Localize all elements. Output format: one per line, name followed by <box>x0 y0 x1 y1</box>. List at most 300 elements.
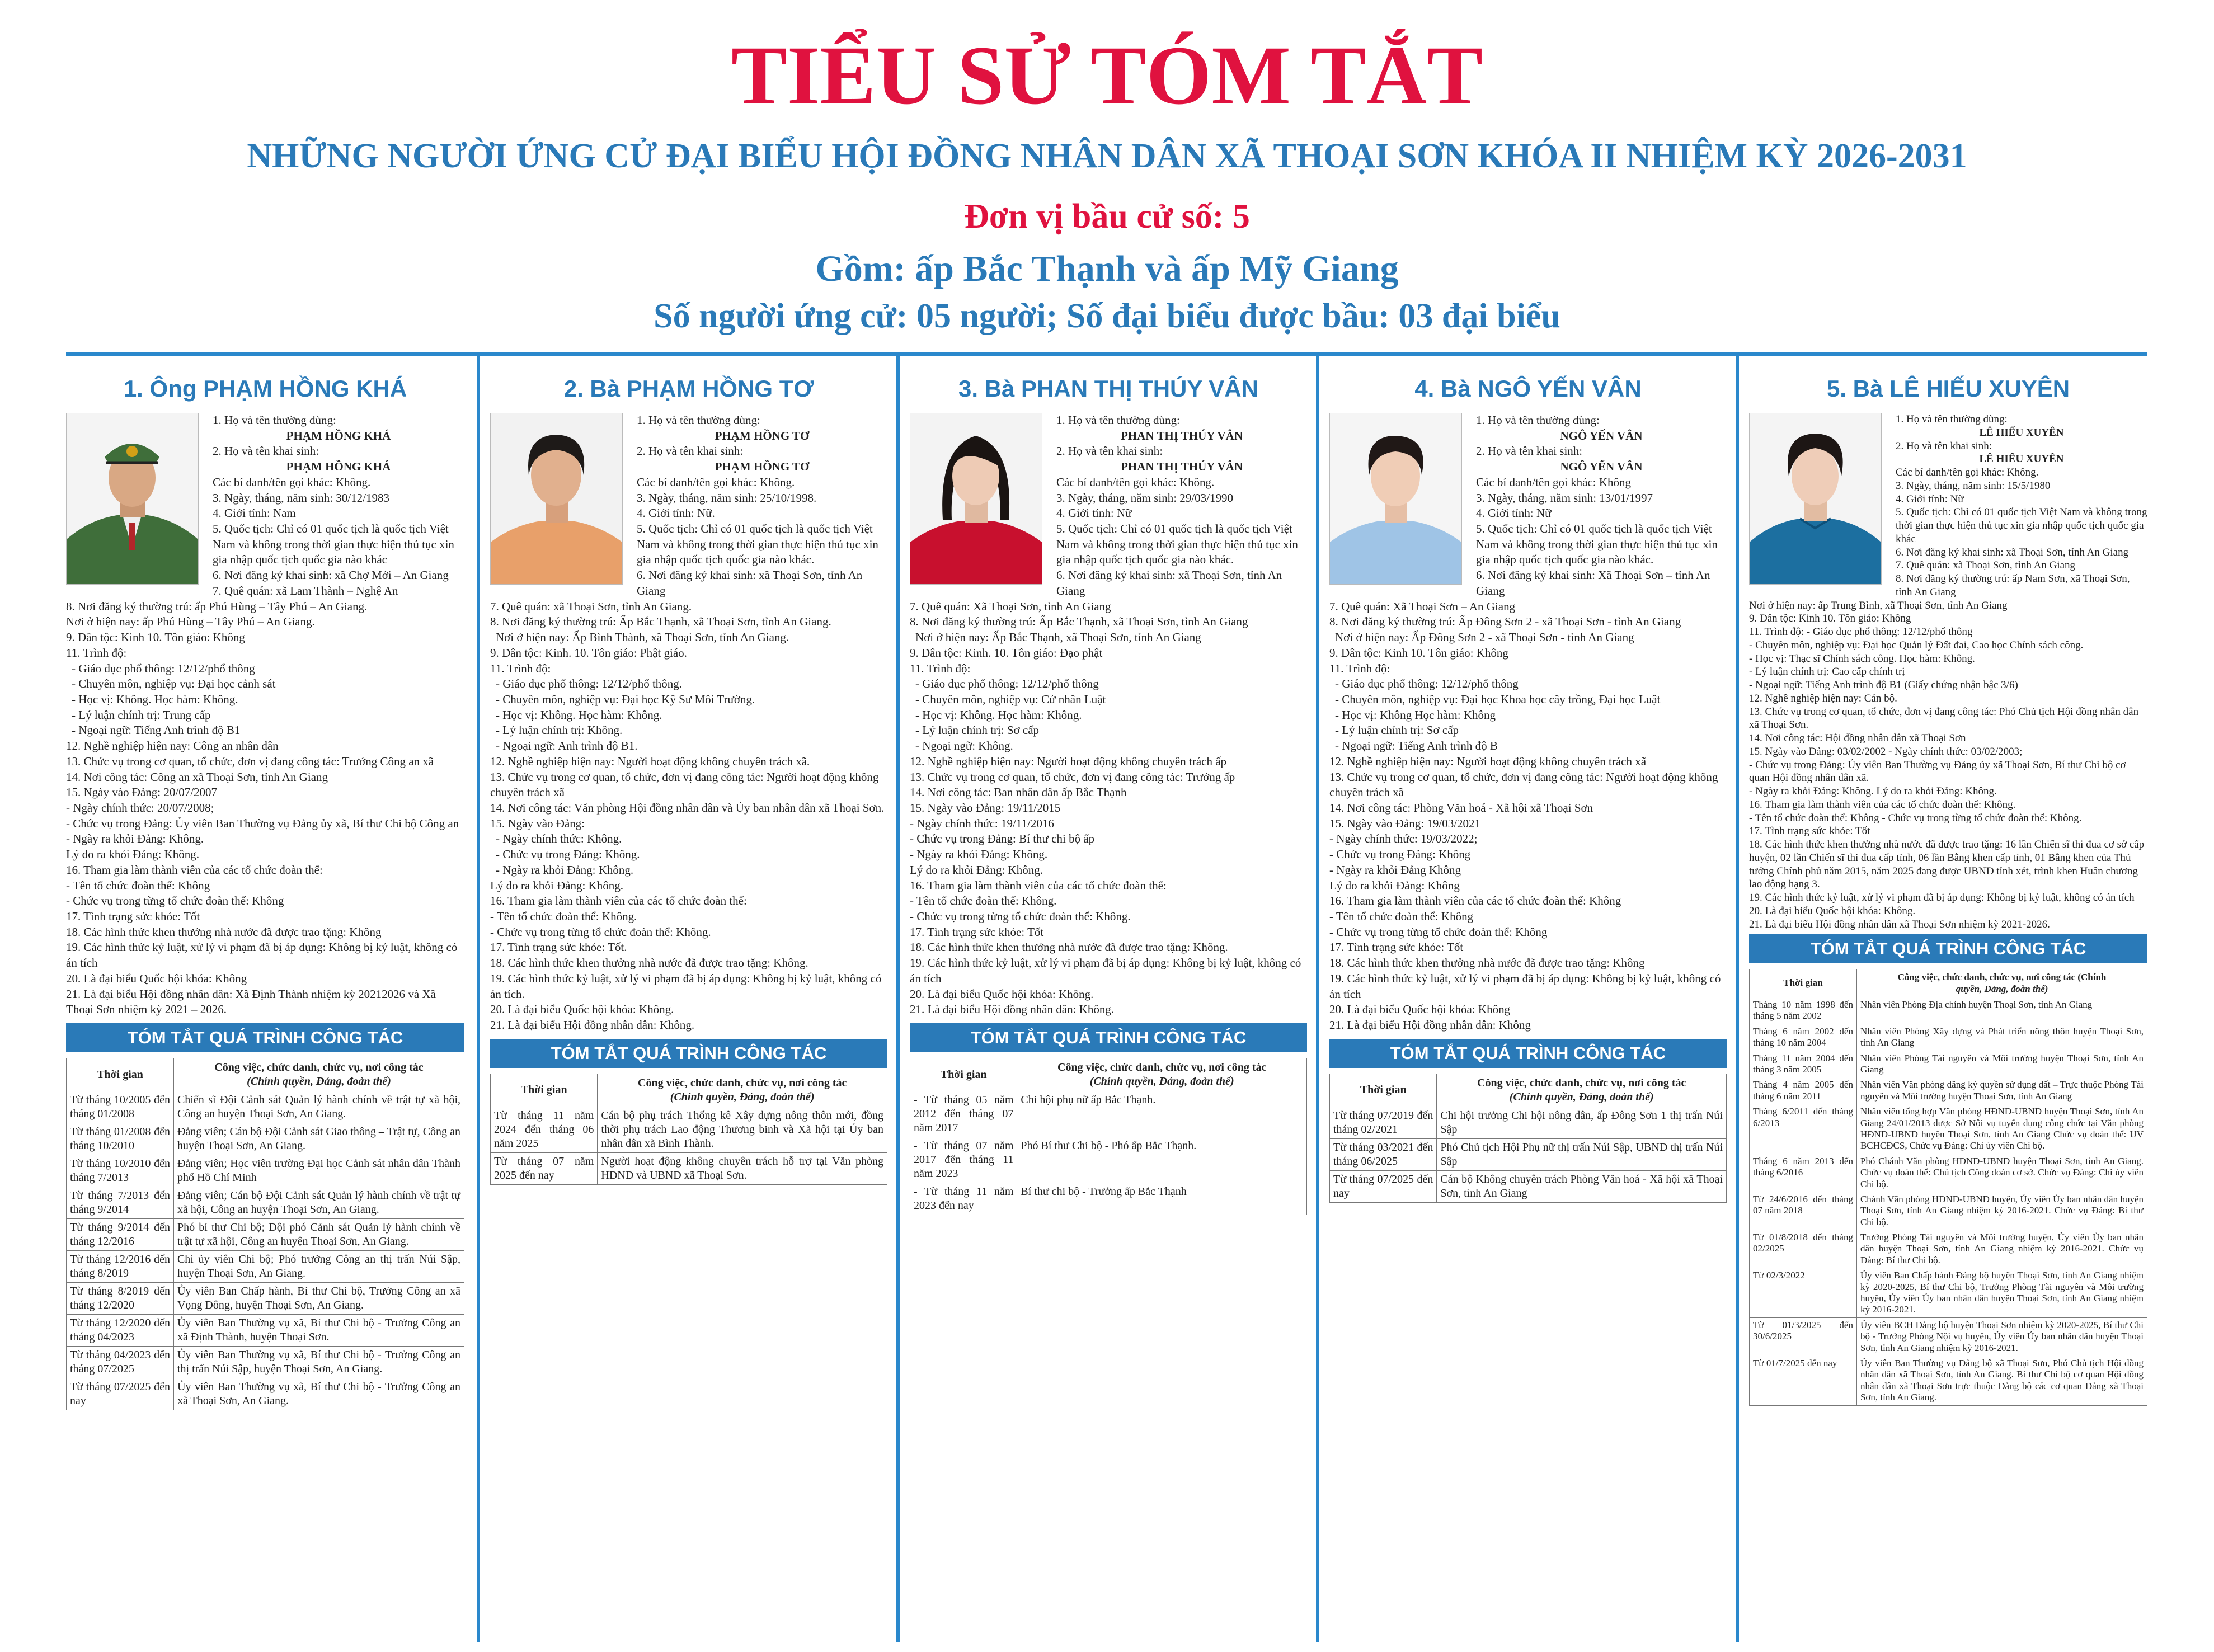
table-row <box>1750 1077 2147 1104</box>
table-row <box>1750 1154 2147 1192</box>
bio-line: 6. Nơi đăng ký khai sinh: xã Thoại Sơn, tỉnh An Giang <box>1056 568 1282 597</box>
bio-line: 6. Nơi đăng ký khai sinh: Xã Thoại Sơn – tỉnh An Giang <box>1476 568 1710 597</box>
bio-line: - Chuyên môn, nghiệp vụ: Đại học cảnh sát <box>72 677 276 691</box>
job-header-note: (Chính quyền, Đảng, đoàn thể) <box>1089 1075 1234 1088</box>
time-cell: Từ 24/6/2016 đến tháng 07 năm 2018 <box>1750 1192 1857 1230</box>
candidate-bio <box>1749 413 2147 931</box>
bio-line: - Ngày chính thức: 19/03/2022; <box>1329 832 1478 846</box>
bio-line: Lý do ra khỏi Đảng: Không. <box>66 848 199 862</box>
work-history-banner: TÓM TẮT QUÁ TRÌNH CÔNG TÁC <box>490 1039 887 1068</box>
bio-line: 8. Nơi đăng ký thường trú: ấp Phú Hùng – Tây Phú – An Giang. <box>66 599 368 613</box>
bio-line: 20. Là đại biểu Quốc hội khóa: Không. <box>1749 905 1916 917</box>
bio-line: - Ngày ra khỏi Đảng: Không. <box>66 832 204 846</box>
candidate-photo <box>1329 413 1462 585</box>
job-cell: Đảng viên; Cán bộ Đội Cảnh sát Giao thông – Trật tự, Công an huyện Thoại Sơn, An Giang. <box>173 1123 464 1155</box>
table-row <box>1750 1024 2147 1051</box>
candidate-name: NGÔ YẾN VÂN <box>1560 429 1643 443</box>
bio-line: 17. Tình trạng sức khỏe: Tốt. <box>490 940 627 954</box>
table-row <box>1750 997 2147 1024</box>
work-history-banner: TÓM TẮT QUÁ TRÌNH CÔNG TÁC <box>1749 934 2147 963</box>
bio-line: 9. Dân tộc: Kinh. 10. Tôn giáo: Phật giáo. <box>490 646 687 660</box>
bio-line: 1. Họ và tên thường dùng: <box>637 413 760 427</box>
candidate-name: LÊ HIẾU XUYÊN <box>1979 426 2064 439</box>
bio-line: 6. Nơi đăng ký khai sinh: xã Thoại Sơn, tỉnh An Giang <box>637 568 863 597</box>
bio-line: 15. Ngày vào Đảng: <box>490 816 585 830</box>
bio-line: - Lý luận chính trị: Sơ cấp <box>1335 723 1459 737</box>
bio-line: - Ngày chính thức: 19/11/2016 <box>910 816 1054 830</box>
candidate-bio <box>66 413 464 1018</box>
time-cell: Từ tháng 9/2014 đến tháng 12/2016 <box>67 1219 174 1251</box>
bio-line: - Học vị: Thạc sĩ Chính sách công. Học hàm: Không. <box>1749 652 1975 665</box>
bio-line: - Tên tổ chức đoàn thể: Không <box>1329 910 1474 923</box>
time-cell: Từ tháng 07/2019 đến tháng 02/2021 <box>1330 1107 1437 1138</box>
bio-line: 7. Quê quán: Xã Thoại Sơn, tỉnh An Giang <box>910 599 1111 613</box>
job-column-header <box>1856 969 2147 997</box>
bio-line: 3. Ngày, tháng, năm sinh: 29/03/1990 <box>1056 491 1233 505</box>
bio-line: 5. Quốc tịch: Chỉ có 01 quốc tịch là quốc tịch Việt Nam và không trong thời gian thực hiện thủ tục xin gia nhập quốc tịch quốc gia nào khác. <box>637 522 878 567</box>
document-title: TIỂU SỬ TÓM TẮT <box>731 29 1483 122</box>
bio-line: - Học vị: Không. Học hàm: Không. <box>72 692 238 706</box>
bio-line: 18. Các hình thức khen thưởng nhà nước đã được trao tặng: Không <box>66 925 382 939</box>
bio-line: - Ngày ra khỏi Đảng Không <box>1329 863 1461 877</box>
bio-line: Các bí danh/tên gọi khác: Không. <box>637 475 795 489</box>
bio-line: - Chức vụ trong từng tổ chức đoàn thể: Không <box>66 894 284 908</box>
work-history-banner: TÓM TẮT QUÁ TRÌNH CÔNG TÁC <box>1329 1039 1727 1068</box>
bio-line: 20. Là đại biểu Quốc hội khóa: Không. <box>490 1003 674 1016</box>
bio-line: 5. Quốc tịch: Chỉ có 01 quốc tịch Việt Nam và không trong thời gian thực hiện thủ tục xin gia nhập quốc tịch quốc gia khác <box>1896 506 2147 545</box>
job-column-header <box>173 1058 464 1091</box>
bio-line: - Chuyên môn, nghiệp vụ: Cử nhân Luật <box>915 692 1106 706</box>
time-column-header: Thời gian <box>1330 1074 1437 1107</box>
bio-line: 15. Ngày vào Đảng: 19/03/2021 <box>1329 816 1481 830</box>
bio-line: 21. Là đại biểu Hội đồng nhân dân: Không. <box>910 1003 1115 1016</box>
candidate-name: PHẠM HỒNG TƠ <box>715 460 810 474</box>
bio-line: 18. Các hình thức khen thưởng nhà nước đã được trao tặng: Không. <box>910 940 1228 954</box>
job-cell: Ủy viên BCH Đảng bộ huyện Thoại Sơn nhiệm kỳ 2020-2025, Bí thư Chi bộ - Trưởng Phòng Nội vụ huyện, Ủy viên Ủy ban nhân dân huyện Thoại Sơn, tỉnh An Giang nhiệm kỳ 2016-2021. <box>1856 1317 2147 1356</box>
bio-line: 13. Chức vụ trong cơ quan, tổ chức, đơn vị đang công tác: Phó Chủ tịch Hội đồng nhân dân xã Thoại Sơn. <box>1749 705 2139 731</box>
bio-line: 17. Tình trạng sức khỏe: Tốt <box>1749 825 1870 837</box>
bio-line: 9. Dân tộc: Kinh 10. Tôn giáo: Không <box>1749 613 1911 625</box>
bio-line: 14. Nơi công tác: Văn phòng Hội đồng nhân dân và Ủy ban nhân dân xã Thoại Sơn. <box>490 801 885 815</box>
bio-line: Nơi ở hiện nay: ấp Phú Hùng – Tây Phú – An Giang. <box>66 615 315 629</box>
table-row <box>1750 1104 2147 1154</box>
bio-line: 19. Các hình thức kỷ luật, xử lý vi phạm đã bị áp dụng: Không bị kỷ luật, không có án tích <box>910 956 1301 985</box>
job-cell: Nhân viên Phòng Xây dựng và Phát triển nông thôn huyện Thoại Sơn, tỉnh An Giang <box>1856 1024 2147 1051</box>
table-row <box>67 1251 464 1283</box>
time-cell: Từ tháng 12/2016 đến tháng 8/2019 <box>67 1251 174 1283</box>
table-header-row <box>1330 1074 1727 1107</box>
job-cell: Phó Chánh Văn phòng HĐND-UBND huyện Thoại Sơn, tỉnh An Giang. Chức vụ đoàn thể: Chủ tịch Công đoàn cơ sở. Chức vụ Đảng: Chi ủy viên Chi bộ. <box>1856 1154 2147 1192</box>
bio-line: 11. Trình độ: <box>910 661 971 675</box>
time-cell: Từ tháng 03/2021 đến tháng 06/2025 <box>1330 1138 1437 1170</box>
job-column-header <box>598 1074 887 1107</box>
time-cell: - Từ tháng 11 năm 2023 đến nay <box>910 1183 1017 1215</box>
work-history-table <box>1329 1074 1727 1203</box>
bio-line: 17. Tình trạng sức khỏe: Tốt <box>66 910 200 923</box>
time-cell: Tháng 4 năm 2005 đến tháng 6 năm 2011 <box>1750 1077 1857 1104</box>
bio-line: - Lý luận chính trị: Sơ cấp <box>915 723 1040 737</box>
job-cell: Phó Chủ tịch Hội Phụ nữ thị trấn Núi Sập, UBND thị trấn Núi Sập <box>1437 1138 1727 1170</box>
table-row <box>67 1091 464 1123</box>
bio-line: 20. Là đại biểu Quốc hội khóa: Không <box>1329 1003 1511 1016</box>
table-row <box>67 1378 464 1410</box>
bio-line: - Học vị: Không. Học hàm: Không. <box>915 708 1082 722</box>
job-cell: Chiến sĩ Đội Cảnh sát Quản lý hành chính về trật tự xã hội, Công an huyện Thoại Sơn, An Giang. <box>173 1091 464 1123</box>
bio-line: 18. Các hình thức khen thưởng nhà nước đã được trao tặng: Không <box>1329 956 1645 970</box>
bio-line: Nơi ở hiện nay: Ấp Đông Sơn 2 - xã Thoại Sơn - tỉnh An Giang <box>1335 630 1634 644</box>
bio-line: - Ngoại ngữ: Anh trình độ B1. <box>496 739 638 753</box>
candidate-heading: 3. Bà PHAN THỊ THÚY VÂN <box>958 375 1258 402</box>
time-cell: Từ tháng 8/2019 đến tháng 12/2020 <box>67 1283 174 1315</box>
bio-line: - Giáo dục phổ thông: 12/12/phổ thông <box>1335 677 1519 691</box>
bio-line: - Chuyên môn, nghiệp vụ: Đại học Kỹ Sư Môi Trường. <box>496 692 755 706</box>
bio-line: Các bí danh/tên gọi khác: Không <box>1476 475 1632 489</box>
bio-line: 9. Dân tộc: Kinh 10. Tôn giáo: Không <box>66 630 245 644</box>
bio-line: 16. Tham gia làm thành viên của các tổ chức đoàn thể: Không <box>1329 894 1621 908</box>
bio-line: 3. Ngày, tháng, năm sinh: 30/12/1983 <box>213 491 389 505</box>
job-cell: Bí thư chi bộ - Trưởng ấp Bắc Thạnh <box>1017 1183 1307 1215</box>
document-header <box>0 0 2214 352</box>
job-cell: Cán bộ phụ trách Thống kê Xây dựng nông thôn mới, đồng thời phụ trách Lao động Thương binh và Xã hội tại Ủy ban nhân dân xã Bình Thành. <box>598 1107 887 1152</box>
header-divider <box>66 352 2147 356</box>
candidate-photo <box>66 413 199 585</box>
time-cell: - Từ tháng 07 năm 2017 đến tháng 11 năm 2023 <box>910 1137 1017 1183</box>
bio-line: 14. Nơi công tác: Hội đồng nhân dân xã Thoại Sơn <box>1749 732 1966 744</box>
job-cell: Nhân viên tổng hợp Văn phòng HĐND-UBND huyện Thoại Sơn, tỉnh An Giang 24/01/2013 được Sở Nội vụ tuyển dụng công chức tại Văn phòng HĐND-UBND huyện Thoại Sơn, tỉnh An Giang Chức vụ đoàn thể: UV BCHCĐCS, Chức vụ Đảng: Chi ủy viên Chi bộ. <box>1856 1104 2147 1154</box>
bio-line: 13. Chức vụ trong cơ quan, tổ chức, đơn vị đang công tác: Trưởng Công an xã <box>66 754 434 768</box>
bio-line: - Ngoại ngữ: Tiếng Anh trình độ B <box>1335 739 1498 753</box>
job-cell: Ủy viên Ban Chấp hành Đảng bộ huyện Thoại Sơn, tỉnh An Giang nhiệm kỳ 2020-2025, Bí thư Chi bộ, Trưởng Phòng Tài nguyên và Môi trường huyện, Ủy viên Ủy ban nhân dân huyện Thoại Sơn, tỉnh An Giang nhiệm kỳ 2016-2021. <box>1856 1268 2147 1318</box>
time-cell: Từ tháng 07/2025 đến nay <box>67 1378 174 1410</box>
bio-line: 5. Quốc tịch: Chỉ có 01 quốc tịch là quốc tịch Việt Nam và không trong thời gian thực hiện thủ tục xin gia nhập quốc tịch quốc gia nào khác. <box>1476 522 1718 567</box>
job-header-line: Công việc, chức danh, chức vụ, nơi công tác <box>1057 1061 1267 1074</box>
job-cell: Nhân viên Phòng Địa chính huyện Thoại Sơn, tỉnh An Giang <box>1856 997 2147 1024</box>
bio-line: - Ngoại ngữ: Không. <box>915 739 1013 753</box>
job-header-note: quyền, Đảng, đoàn thể) <box>1956 983 2048 994</box>
job-cell: Chi hội trưởng Chi hội nông dân, ấp Đông Sơn 1 thị trấn Núi Sập <box>1437 1107 1727 1138</box>
bio-line: 7. Quê quán: Xã Thoại Sơn – An Giang <box>1329 599 1516 613</box>
job-cell: Trưởng Phòng Tài nguyên và Môi trường huyện, Ủy viên Ủy ban nhân dân huyện Thoại Sơn, tỉnh An Giang nhiệm kỳ 2016-2021. Chức vụ Đảng: Bí thư Chi bộ. <box>1856 1230 2147 1268</box>
job-column-header <box>1437 1074 1727 1107</box>
bio-line: 2. Họ và tên khai sinh: <box>213 444 319 458</box>
time-cell: Từ 01/8/2018 đến tháng 02/2025 <box>1750 1230 1857 1268</box>
column-divider <box>1316 356 1319 1642</box>
bio-line: 18. Các hình thức khen thưởng nhà nước đã được trao tặng: 16 lần Chiến sĩ thi đua cơ sở cấp huyện, 02 lần Chiến sĩ thi đua cấp tỉnh, 06 lần Bằng khen cấp tỉnh, 01 Bằng khen của Thủ tướng Chính phủ năm 2015, năm 2025 đang được UBND tỉnh xét, trình khen Huân chương lao động hạng 3. <box>1749 839 2145 891</box>
bio-line: 21. Là đại biểu Hội đồng nhân dân: Không <box>1329 1018 1531 1032</box>
bio-line: - Chức vụ trong Đảng: Bí thư chi bộ ấp <box>910 832 1095 846</box>
bio-line: - Chức vụ trong từng tổ chức đoàn thể: Không. <box>490 925 711 939</box>
job-cell: Ủy viên Ban Thường vụ xã, Bí thư Chi bộ - Trưởng Công an xã Thoại Sơn, An Giang. <box>173 1378 464 1410</box>
bio-line: Lý do ra khỏi Đảng: Không <box>1329 878 1460 892</box>
job-cell: Chánh Văn phòng HĐND-UBND huyện, Ủy viên Ủy ban nhân dân huyện Thoại Sơn, tỉnh An Giang nhiệm kỳ 2016-2021. Chức vụ Đảng: Bí thư Chi bộ. <box>1856 1192 2147 1230</box>
job-header-line: Công việc, chức danh, chức vụ, nơi công tác <box>1477 1076 1686 1089</box>
candidate-photo <box>490 413 623 585</box>
time-cell: Từ tháng 7/2013 đến tháng 9/2014 <box>67 1187 174 1219</box>
bio-line: 3. Ngày, tháng, năm sinh: 15/5/1980 <box>1896 479 2051 492</box>
bio-line: 11. Trình độ: <box>66 646 127 660</box>
bio-line: 7. Quê quán: xã Lam Thành – Nghệ An <box>213 583 398 597</box>
table-row <box>491 1107 887 1152</box>
work-history-table <box>1749 969 2147 1405</box>
bio-line: 20. Là đại biểu Quốc hội khóa: Không <box>66 971 247 985</box>
bio-line: 2. Họ và tên khai sinh: <box>1056 444 1163 458</box>
time-cell: Tháng 6 năm 2013 đến tháng 6/2016 <box>1750 1154 1857 1192</box>
bio-line: 3. Ngày, tháng, năm sinh: 25/10/1998. <box>637 491 817 505</box>
candidate-name: PHẠM HỒNG KHÁ <box>286 460 391 474</box>
candidate-heading: 1. Ông PHẠM HỒNG KHÁ <box>123 375 407 402</box>
candidate-name: PHẠM HỒNG TƠ <box>715 429 810 443</box>
bio-line: 21. Là đại biểu Hội đồng nhân dân xã Thoại Sơn nhiệm kỳ 2021-2026. <box>1749 918 2050 930</box>
bio-line: 2. Họ và tên khai sinh: <box>1476 444 1583 458</box>
bio-line: 8. Nơi đăng ký thường trú: Ấp Đông Sơn 2 - xã Thoại Sơn - tỉnh An Giang <box>1329 615 1681 629</box>
table-row <box>67 1315 464 1347</box>
bio-line: 6. Nơi đăng ký khai sinh: xã Chợ Mới – An Giang <box>213 568 449 582</box>
table-row <box>910 1091 1307 1137</box>
bio-line: 12. Nghề nghiệp hiện nay: Người hoạt động không chuyên trách ấp <box>910 754 1227 768</box>
bio-line: - Chuyên môn, nghiệp vụ: Đại học Quản lý Đất đai, Cao học Chính sách công. <box>1749 639 2084 651</box>
bio-line: 1. Họ và tên thường dùng: <box>1896 413 2008 425</box>
time-cell: Tháng 6/2011 đến tháng 6/2013 <box>1750 1104 1857 1154</box>
table-row <box>1750 1317 2147 1356</box>
bio-line: 11. Trình độ: - Giáo dục phổ thông: 12/12/phổ thông <box>1749 626 1973 638</box>
bio-line: Lý do ra khỏi Đảng: Không. <box>910 863 1043 877</box>
candidate-name: PHẠM HỒNG KHÁ <box>286 429 391 443</box>
job-cell: Chi hội phụ nữ ấp Bắc Thạnh. <box>1017 1091 1307 1137</box>
table-row <box>67 1283 464 1315</box>
bio-line: 20. Là đại biểu Quốc hội khóa: Không. <box>910 987 1094 1001</box>
table-row <box>491 1152 887 1184</box>
bio-line: Các bí danh/tên gọi khác: Không. <box>1896 467 2039 478</box>
job-cell: Ủy viên Ban Thường vụ Đảng bộ xã Thoại Sơn, Phó Chủ tịch Hội đồng nhân dân xã Thoại Sơn, tỉnh An Giang. Bí thư Chi bộ cơ quan Hội đồng nhân dân xã Thoại Sơn trực thuộc Đảng bộ các cơ quan Đảng xã Thoại Sơn, tỉnh An Giang. <box>1856 1356 2147 1405</box>
bio-line: 4. Giới tính: Nữ. <box>637 506 715 520</box>
table-row <box>67 1123 464 1155</box>
bio-line: 14. Nơi công tác: Công an xã Thoại Sơn, tỉnh An Giang <box>66 770 328 784</box>
bio-line: 17. Tình trạng sức khỏe: Tốt <box>1329 940 1464 954</box>
bio-line: - Ngoại ngữ: Tiếng Anh trình độ B1 <box>72 723 241 737</box>
bio-line: 15. Ngày vào Đảng: 03/02/2002 - Ngày chính thức: 03/02/2003; <box>1749 745 2023 757</box>
job-cell: Nhân viên Văn phòng đăng ký quyền sử dụng đất – Trực thuộc Phòng Tài nguyên và Môi trường huyện Thoại Sơn, tỉnh An Giang <box>1856 1077 2147 1104</box>
bio-line: 1. Họ và tên thường dùng: <box>1056 413 1180 427</box>
bio-line: 9. Dân tộc: Kinh. 10. Tôn giáo: Đạo phật <box>910 646 1103 660</box>
job-cell: Nhân viên Phòng Tài nguyên và Môi trường huyện Thoại Sơn, tỉnh An Giang <box>1856 1051 2147 1077</box>
bio-line: - Ngày chính thức: Không. <box>496 832 622 846</box>
bio-line: 6. Nơi đăng ký khai sinh: xã Thoại Sơn, tỉnh An Giang <box>1896 546 2129 558</box>
bio-line: Nơi ở hiện nay: Ấp Bắc Thạnh, xã Thoại Sơn, tỉnh An Giang <box>915 630 1201 644</box>
job-header-note: (Chính quyền, Đảng, đoàn thể) <box>247 1075 391 1088</box>
bio-line: - Tên tổ chức đoàn thể: Không. <box>490 910 637 923</box>
bio-line: - Chức vụ trong Đảng: Ủy viên Ban Thường vụ Đảng ủy xã, Bí thư Chi bộ Công an <box>66 816 459 830</box>
time-cell: Từ tháng 11 năm 2024 đến tháng 06 năm 2025 <box>491 1107 598 1152</box>
work-history-table <box>66 1058 464 1410</box>
bio-line: 21. Là đại biểu Hội đồng nhân dân: Xã Định Thành nhiệm kỳ 20212026 và Xã Thoại Sơn nhiệm kỳ 2021 – 2026. <box>66 987 436 1016</box>
candidate-heading: 5. Bà LÊ HIẾU XUYÊN <box>1826 375 2070 402</box>
bio-line: Lý do ra khỏi Đảng: Không. <box>490 878 623 892</box>
time-column-header: Thời gian <box>1750 969 1857 997</box>
candidate-name: PHAN THỊ THÚY VÂN <box>1120 429 1243 443</box>
table-row <box>67 1219 464 1251</box>
bio-line: - Tên tổ chức đoàn thể: Không. <box>910 894 1057 908</box>
bio-line: - Giáo dục phổ thông: 12/12/phổ thông. <box>496 677 683 691</box>
table-row <box>1750 1268 2147 1318</box>
bio-line: 2. Họ và tên khai sinh: <box>637 444 744 458</box>
bio-line: 2. Họ và tên khai sinh: <box>1896 440 1992 452</box>
job-header-note: (Chính quyền, Đảng, đoàn thể) <box>1509 1090 1654 1103</box>
bio-line: - Ngày ra khỏi Đảng: Không. Lý do ra khỏi Đảng: Không. <box>1749 785 1997 797</box>
job-cell: Chi ủy viên Chi bộ; Phó trưởng Công an thị trấn Núi Sập, huyện Thoại Sơn, An Giang. <box>173 1251 464 1283</box>
candidate-column-5 <box>1749 369 2147 1639</box>
candidate-column-4 <box>1329 369 1727 1639</box>
bio-line: Các bí danh/tên gọi khác: Không. <box>213 475 371 489</box>
table-row <box>67 1155 464 1187</box>
bio-line: 5. Quốc tịch: Chỉ có 01 quốc tịch là quốc tịch Việt Nam và không trong thời gian thực hiện thủ tục xin gia nhập quốc tịch quốc gia nào khác. <box>1056 522 1298 567</box>
bio-line: - Ngày chính thức: 20/07/2008; <box>66 801 214 815</box>
candidate-heading: 2. Bà PHẠM HỒNG TƠ <box>563 375 814 402</box>
bio-line: 12. Nghề nghiệp hiện nay: Người hoạt động không chuyên trách xã. <box>490 754 810 768</box>
column-divider <box>477 356 480 1642</box>
bio-line: - Chức vụ trong Đảng: Ủy viên Ban Thường vụ Đảng ủy xã Thoại Sơn, Bí thư Chi bộ cơ quan Hội đồng nhân dân xã. <box>1749 759 2126 784</box>
bio-line: 17. Tình trạng sức khỏe: Tốt <box>910 925 1044 939</box>
job-cell: Phó Bí thư Chi bộ - Phó ấp Bắc Thạnh. <box>1017 1137 1307 1183</box>
bio-line: - Giáo dục phổ thông: 12/12/phổ thông <box>915 677 1099 691</box>
bio-line: 8. Nơi đăng ký thường trú: ấp Nam Sơn, xã Thoại Sơn, tỉnh An Giang <box>1896 573 2130 598</box>
candidate-column-1 <box>66 369 464 1639</box>
bio-line: 7. Quê quán: xã Thoại Sơn, tỉnh An Giang. <box>490 599 692 613</box>
bio-line: 8. Nơi đăng ký thường trú: Ấp Bắc Thạnh, xã Thoại Sơn, tỉnh An Giang <box>910 615 1248 629</box>
document-subtitle: NHỮNG NGƯỜI ỨNG CỬ ĐẠI BIỂU HỘI ĐỒNG NHÂN DÂN XÃ THOẠI SƠN KHÓA II NHIỆM KỲ 2026-2031 <box>247 137 1967 175</box>
job-cell: Phó bí thư Chi bộ; Đội phó Cảnh sát Quản lý hành chính về trật tự xã hội, Công an huyện Thoại Sơn, An Giang. <box>173 1219 464 1251</box>
time-cell: Từ tháng 07 năm 2025 đến nay <box>491 1152 598 1184</box>
bio-line: - Chức vụ trong từng tổ chức đoàn thể: Không. <box>910 910 1131 923</box>
bio-line: - Chức vụ trong Đảng: Không <box>1329 848 1471 862</box>
bio-line: - Lý luận chính trị: Trung cấp <box>72 708 211 722</box>
bio-line: 1. Họ và tên thường dùng: <box>1476 413 1600 427</box>
time-cell: Từ tháng 07/2025 đến nay <box>1330 1170 1437 1202</box>
candidate-bio <box>1329 413 1727 1033</box>
bio-line: 7. Quê quán: xã Thoại Sơn, tỉnh An Giang <box>1896 559 2076 572</box>
bio-line: - Lý luận chính trị: Không. <box>496 723 623 737</box>
candidate-heading: 4. Bà NGÔ YẾN VÂN <box>1414 375 1642 402</box>
bio-line: - Lý luận chính trị: Cao cấp chính trị <box>1749 666 1905 678</box>
table-header-row <box>491 1074 887 1107</box>
job-cell: Ủy viên Ban Chấp hành, Bí thư Chi bộ, Trưởng Công an xã Vọng Đông, huyện Thoại Sơn, An Giang. <box>173 1283 464 1315</box>
work-history-banner: TÓM TẮT QUÁ TRÌNH CÔNG TÁC <box>910 1023 1307 1052</box>
bio-line: 1. Họ và tên thường dùng: <box>213 413 336 427</box>
job-cell: Ủy viên Ban Thường vụ xã, Bí thư Chi bộ - Trưởng Công an xã Định Thành, huyện Thoại Sơn. <box>173 1315 464 1347</box>
job-cell: Đảng viên; Cán bộ Đội Cảnh sát Quản lý hành chính về trật tự xã hội, Công an huyện Thoại Sơn, An Giang. <box>173 1187 464 1219</box>
column-divider <box>1736 356 1739 1642</box>
candidate-bio <box>910 413 1307 1018</box>
job-cell: Cán bộ Không chuyên trách Phòng Văn hoá - Xã hội xã Thoại Sơn, tỉnh An Giang <box>1437 1170 1727 1202</box>
time-cell: Tháng 11 năm 2004 đến tháng 3 năm 2005 <box>1750 1051 1857 1077</box>
bio-line: 19. Các hình thức kỷ luật, xử lý vi phạm đã bị áp dụng: Không bị kỷ luật, không có án tích <box>66 940 458 970</box>
candidate-name: NGÔ YẾN VÂN <box>1560 460 1643 474</box>
table-row <box>1330 1170 1727 1202</box>
bio-line: 4. Giới tính: Nữ <box>1476 506 1552 520</box>
bio-line: - Tên tổ chức đoàn thể: Không - Chức vụ trong từng tổ chức đoàn thể: Không. <box>1749 812 2082 824</box>
bio-line: 15. Ngày vào Đảng: 20/07/2007 <box>66 785 218 799</box>
table-row <box>1750 1356 2147 1405</box>
column-divider <box>896 356 900 1642</box>
table-header-row <box>67 1058 464 1091</box>
bio-line: 11. Trình độ: <box>490 661 551 675</box>
time-cell: Tháng 10 năm 1998 đến tháng 5 năm 2002 <box>1750 997 1857 1024</box>
bio-line: 3. Ngày, tháng, năm sinh: 13/01/1997 <box>1476 491 1653 505</box>
table-row <box>910 1183 1307 1215</box>
time-column-header: Thời gian <box>910 1058 1017 1091</box>
time-cell: Từ tháng 01/2008 đến tháng 10/2010 <box>67 1123 174 1155</box>
table-row <box>1750 1051 2147 1077</box>
work-history-banner: TÓM TẮT QUÁ TRÌNH CÔNG TÁC <box>66 1023 464 1052</box>
bio-line: - Học vị: Không. Học hàm: Không. <box>496 708 662 722</box>
job-cell: Người hoạt động không chuyên trách hỗ trợ tại Văn phòng HĐND và UBND xã Thoại Sơn. <box>598 1152 887 1184</box>
job-cell: Ủy viên Ban Thường vụ xã, Bí thư Chi bộ - Trưởng Công an thị trấn Núi Sập, huyện Thoại Sơn, An Giang. <box>173 1347 464 1378</box>
time-column-header: Thời gian <box>67 1058 174 1091</box>
bio-line: 13. Chức vụ trong cơ quan, tổ chức, đơn vị đang công tác: Người hoạt động không chuyên trách xã <box>1329 770 1718 799</box>
candidate-photo <box>1749 413 1882 585</box>
bio-line: 12. Nghề nghiệp hiện nay: Cán bộ. <box>1749 692 1897 704</box>
bio-line: 5. Quốc tịch: Chỉ có 01 quốc tịch là quốc tịch Việt Nam và không trong thời gian thực hiện thủ tục xin gia nhập quốc tịch quốc gia nào khác <box>213 522 454 567</box>
bio-line: 4. Giới tính: Nữ <box>1056 506 1132 520</box>
table-row <box>1330 1107 1727 1138</box>
bio-line: Nơi ở hiện nay: ấp Trung Bình, xã Thoại Sơn, tỉnh An Giang <box>1749 599 2008 611</box>
table-row <box>67 1187 464 1219</box>
candidate-bio <box>490 413 887 1033</box>
bio-line: Nơi ở hiện nay: Ấp Bình Thành, xã Thoại Sơn, tỉnh An Giang. <box>496 630 789 644</box>
candidate-column-3 <box>910 369 1307 1639</box>
candidate-counts: Số người ứng cử: 05 người; Số đại biểu được bầu: 03 đại biểu <box>654 297 1560 335</box>
time-cell: - Từ tháng 05 năm 2012 đến tháng 07 năm 2017 <box>910 1091 1017 1137</box>
bio-line: 21. Là đại biểu Hội đồng nhân dân: Không. <box>490 1018 695 1032</box>
time-cell: Từ 01/7/2025 đến nay <box>1750 1356 1857 1405</box>
job-cell: Đảng viên; Học viên trường Đại học Cảnh sát nhân dân Thành phố Hồ Chí Minh <box>173 1155 464 1187</box>
bio-line: 12. Nghề nghiệp hiện nay: Người hoạt động không chuyên trách xã <box>1329 754 1647 768</box>
bio-line: 12. Nghề nghiệp hiện nay: Công an nhân dân <box>66 739 279 753</box>
job-header-note: (Chính quyền, Đảng, đoàn thể) <box>670 1090 815 1103</box>
bio-line: 16. Tham gia làm thành viên của các tổ chức đoàn thể: <box>66 863 323 877</box>
bio-line: - Học vị: Không Học hàm: Không <box>1335 708 1496 722</box>
bio-line: 9. Dân tộc: Kinh 10. Tôn giáo: Không <box>1329 646 1508 660</box>
bio-line: 15. Ngày vào Đảng: 19/11/2015 <box>910 801 1061 815</box>
table-row <box>1750 1230 2147 1268</box>
electoral-unit: Đơn vị bầu cử số: 5 <box>964 197 1250 236</box>
table-header-row <box>1750 969 2147 997</box>
table-row <box>910 1137 1307 1183</box>
bio-line: - Giáo dục phổ thông: 12/12/phổ thông <box>72 661 255 675</box>
time-cell: Từ 01/3/2025 đến 30/6/2025 <box>1750 1317 1857 1356</box>
time-cell: Từ 02/3/2022 <box>1750 1268 1857 1318</box>
bio-line: 11. Trình độ: <box>1329 661 1390 675</box>
time-cell: Từ tháng 10/2005 đến tháng 01/2008 <box>67 1091 174 1123</box>
table-row <box>1750 1192 2147 1230</box>
bio-line: 8. Nơi đăng ký thường trú: Ấp Bắc Thạnh, xã Thoại Sơn, tỉnh An Giang. <box>490 615 831 629</box>
job-header-line: Công việc, chức danh, chức vụ, nơi công tác <box>214 1061 424 1074</box>
bio-line: Các bí danh/tên gọi khác: Không. <box>1056 475 1215 489</box>
bio-line: - Ngày ra khỏi Đảng: Không. <box>910 848 1048 862</box>
bio-line: 19. Các hình thức kỷ luật, xử lý vi phạm đã bị áp dụng: Không bị kỷ luật, không có án tích <box>1749 892 2135 903</box>
bio-line: 19. Các hình thức kỷ luật, xử lý vi phạm đã bị áp dụng: Không bị kỷ luật, không có án tích <box>1329 971 1721 1001</box>
bio-line: - Chuyên môn, nghiệp vụ: Đại học Khoa học cây trồng, Đại học Luật <box>1335 692 1661 706</box>
candidate-column-2 <box>490 369 887 1639</box>
time-cell: Từ tháng 12/2020 đến tháng 04/2023 <box>67 1315 174 1347</box>
table-row <box>67 1347 464 1378</box>
bio-line: - Tên tổ chức đoàn thể: Không <box>66 878 210 892</box>
bio-line: 16. Tham gia làm thành viên của các tổ chức đoàn thể: <box>910 878 1167 892</box>
time-column-header: Thời gian <box>491 1074 598 1107</box>
bio-line: 4. Giới tính: Nữ <box>1896 493 1964 505</box>
job-header-line: Công việc, chức danh, chức vụ, nơi công tác <box>638 1076 847 1089</box>
candidate-photo <box>910 413 1042 585</box>
bio-line: 14. Nơi công tác: Phòng Văn hoá - Xã hội xã Thoại Sơn <box>1329 801 1593 815</box>
